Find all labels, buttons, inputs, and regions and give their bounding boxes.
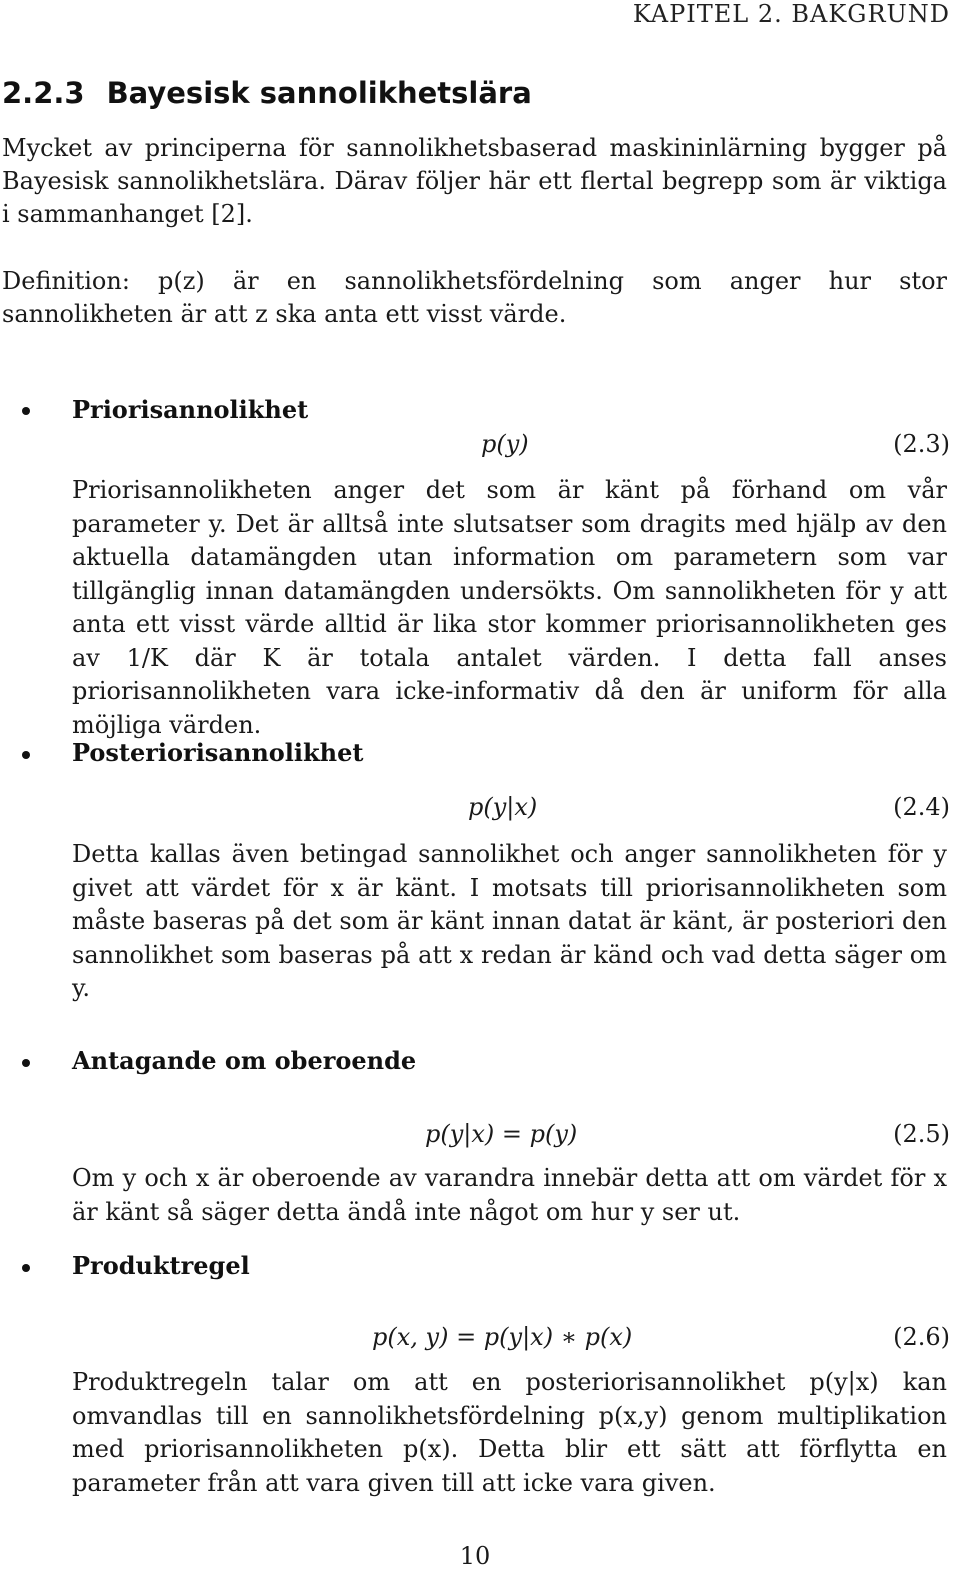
item-title: Produktregel [72,1251,250,1280]
equation-number: (2.6) [893,1323,950,1351]
intro-paragraph: Mycket av principerna för sannolikhetsbaserad maskininlärning bygger på Bayesisk sannolikhetslära. Därav följer här ett flertal begrepp som är viktiga i sammanhanget [2]. [2,134,947,228]
equation-number: (2.4) [893,793,950,821]
section-heading [2,76,532,110]
equation-number: (2.5) [893,1120,950,1148]
item-title: Posteriorisannolikhet [72,738,364,767]
equation: p(y|x) [468,793,538,821]
section-title: Bayesisk sannolikhetslära [106,76,532,110]
item-title: Antagande om oberoende [72,1046,417,1075]
equation: p(x, y) = p(y|x) ∗ p(x) [372,1323,633,1351]
item-title: Priorisannolikhet [72,395,309,424]
running-head: KAPITEL 2. BAKGRUND [632,0,950,28]
bullet-icon [22,751,30,759]
equation: p(y|x) = p(y) [425,1120,578,1148]
equation-number: (2.3) [893,430,950,458]
page-number: 10 [459,1542,491,1570]
bullet-icon [22,407,30,415]
item-body: Produktregeln talar om att en posteriorisannolikhet p(y|x) kan omvandlas till en sannolikhetsfördelning p(x,y) genom multiplikation med priorisannolikheten p(x). Detta blir ett sätt att förflytta en parameter från att vara given till att icke vara given. [72,1368,947,1497]
item-body: Om y och x är oberoende av varandra innebär detta att om värdet för x är känt så säger detta ändå inte något om hur y ser ut. [72,1164,947,1226]
definition-paragraph: Definition: p(z) är en sannolikhetsfördelning som anger hur stor sannolikheten är att z ska anta ett visst värde. [2,267,947,328]
bullet-icon [22,1264,30,1272]
item-body: Priorisannolikheten anger det som är känt på förhand om vår parameter y. Det är alltså inte slutsatser som dragits med hjälp av den aktuella datamängden utan information om parametern som var tillgänglig innan datamängden undersökts. Om sannolikheten för y att anta ett visst värde alltid är lika stor kommer priorisannolikheten ges av 1/K där K är totala antalet värden. I detta fall anses priorisannolikheten vara icke-informativ då den är uniform för alla möjliga värden. [72,476,947,739]
bullet-icon [22,1059,30,1067]
section-number: 2.2.3 [2,76,85,110]
item-body: Detta kallas även betingad sannolikhet och anger sannolikheten för y givet att värdet för x är känt. I motsats till priorisannolikheten som måste baseras på det som är känt innan datat är känt, är posteriori den sannolikhet som baseras på att x redan är känd och vad detta säger om y. [72,840,947,1002]
equation: p(y) [481,430,529,458]
